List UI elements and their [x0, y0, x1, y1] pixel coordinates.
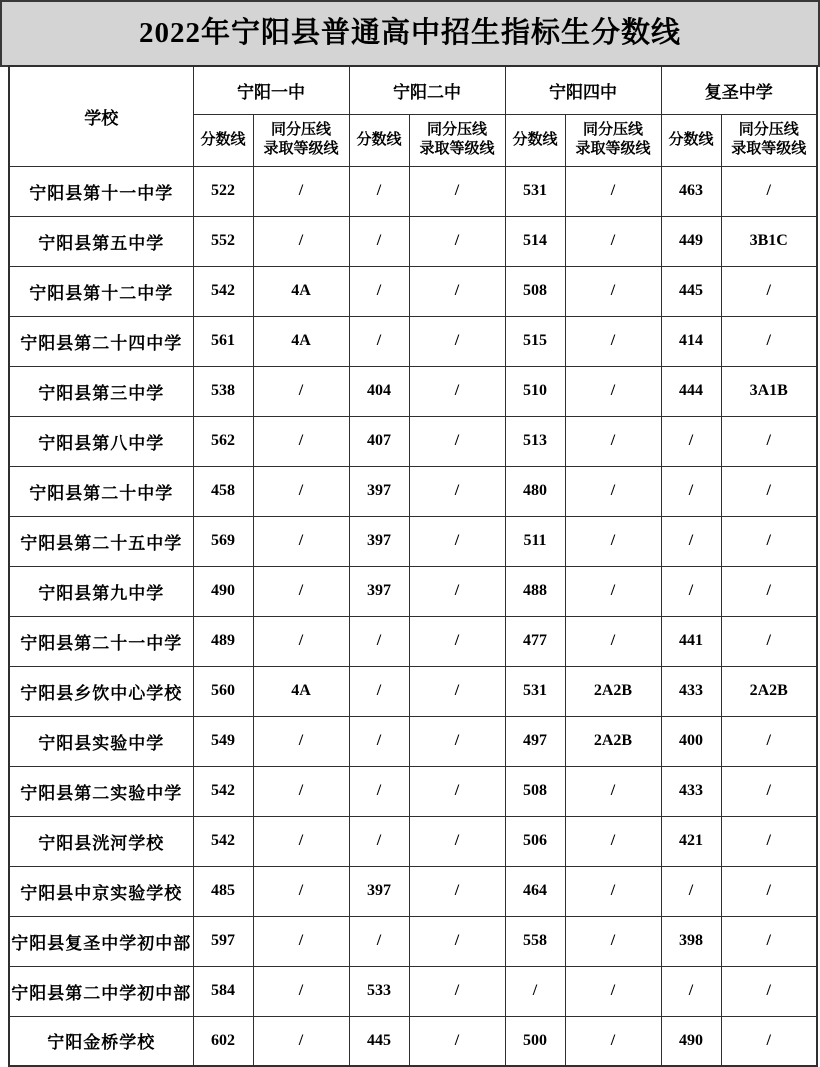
school-name: 宁阳县洸河学校	[9, 816, 193, 866]
score-value: 531	[505, 166, 565, 216]
score-value: /	[661, 416, 721, 466]
score-value: 397	[349, 866, 409, 916]
grade-value: 4A	[253, 266, 349, 316]
score-value: /	[349, 916, 409, 966]
score-value: /	[661, 866, 721, 916]
score-value: 400	[661, 716, 721, 766]
grade-value: /	[565, 166, 661, 216]
score-value: /	[661, 966, 721, 1016]
grade-value: /	[253, 616, 349, 666]
score-value: /	[661, 466, 721, 516]
score-value: 433	[661, 766, 721, 816]
school-name: 宁阳县第九中学	[9, 566, 193, 616]
score-value: /	[349, 616, 409, 666]
tie-grade-label-line2: 录取等级线	[263, 141, 339, 157]
score-value: /	[349, 666, 409, 716]
school-name: 宁阳县第二中学初中部	[9, 966, 193, 1016]
school-name: 宁阳县第二十五中学	[9, 516, 193, 566]
school-name: 宁阳县乡饮中心学校	[9, 666, 193, 716]
grade-value: /	[409, 766, 505, 816]
grade-value: /	[721, 516, 817, 566]
table-row	[9, 766, 817, 816]
table-row	[9, 866, 817, 916]
score-line-header	[349, 114, 409, 166]
grade-value: /	[565, 416, 661, 466]
score-value: /	[349, 166, 409, 216]
score-value: 490	[661, 1016, 721, 1066]
grade-value: /	[253, 816, 349, 866]
grade-value: /	[409, 816, 505, 866]
grade-value: /	[565, 516, 661, 566]
grade-value: /	[565, 916, 661, 966]
score-table	[8, 65, 818, 1067]
grade-value: /	[253, 866, 349, 916]
grade-value: /	[253, 416, 349, 466]
score-value: 407	[349, 416, 409, 466]
score-value: 445	[349, 1016, 409, 1066]
grade-value: /	[565, 316, 661, 366]
table-row	[9, 616, 817, 666]
score-value: 397	[349, 466, 409, 516]
grade-value: 2A2B	[721, 666, 817, 716]
score-value: 552	[193, 216, 253, 266]
tie-grade-header	[409, 114, 505, 166]
school-name: 宁阳县第二十一中学	[9, 616, 193, 666]
grade-value: /	[253, 1016, 349, 1066]
school-name: 宁阳县第十一中学	[9, 166, 193, 216]
score-value: 463	[661, 166, 721, 216]
table-row	[9, 966, 817, 1016]
score-value: 531	[505, 666, 565, 716]
table-row	[9, 166, 817, 216]
grade-value: /	[565, 566, 661, 616]
grade-value: /	[721, 916, 817, 966]
table-row	[9, 416, 817, 466]
grade-value: /	[409, 416, 505, 466]
grade-value: /	[409, 166, 505, 216]
score-value: 404	[349, 366, 409, 416]
tie-grade-header	[565, 114, 661, 166]
grade-value: /	[409, 216, 505, 266]
school-name: 宁阳县第十二中学	[9, 266, 193, 316]
grade-value: /	[721, 1016, 817, 1066]
title-bar	[0, 0, 820, 67]
grade-value: /	[565, 216, 661, 266]
school-name: 宁阳县第二十四中学	[9, 316, 193, 366]
grade-value: /	[565, 266, 661, 316]
grade-value: /	[565, 766, 661, 816]
score-value: 490	[193, 566, 253, 616]
grade-value: 4A	[253, 666, 349, 716]
grade-value: /	[721, 316, 817, 366]
grade-value: /	[565, 616, 661, 666]
score-value: 597	[193, 916, 253, 966]
grade-value: 2A2B	[565, 666, 661, 716]
score-value: /	[349, 266, 409, 316]
score-value: 497	[505, 716, 565, 766]
grade-value: /	[253, 366, 349, 416]
school-name: 宁阳县复圣中学初中部	[9, 916, 193, 966]
table-row	[9, 716, 817, 766]
grade-value: /	[721, 766, 817, 816]
score-value: 508	[505, 266, 565, 316]
score-value: 445	[661, 266, 721, 316]
grade-value: /	[253, 566, 349, 616]
score-value: 500	[505, 1016, 565, 1066]
group-header-ningyang-no4: 宁阳四中	[505, 66, 661, 114]
grade-value: /	[565, 966, 661, 1016]
score-value: 560	[193, 666, 253, 716]
group-header-fusheng: 复圣中学	[661, 66, 817, 114]
grade-value: /	[721, 166, 817, 216]
grade-value: /	[565, 466, 661, 516]
score-value: 511	[505, 516, 565, 566]
grade-value: /	[409, 266, 505, 316]
table-row	[9, 666, 817, 716]
grade-value: /	[721, 616, 817, 666]
score-value: 489	[193, 616, 253, 666]
grade-value: /	[409, 466, 505, 516]
tie-grade-header	[721, 114, 817, 166]
school-name: 宁阳县第五中学	[9, 216, 193, 266]
school-column-header: 学校	[9, 66, 193, 166]
score-value: /	[349, 816, 409, 866]
grade-value: /	[721, 716, 817, 766]
grade-value: 3A1B	[721, 366, 817, 416]
school-name: 宁阳县第二实验中学	[9, 766, 193, 816]
score-value: /	[505, 966, 565, 1016]
score-value: 488	[505, 566, 565, 616]
grade-value: /	[253, 966, 349, 1016]
tie-grade-label-line1: 同分压线	[426, 122, 487, 138]
score-value: 485	[193, 866, 253, 916]
grade-value: /	[409, 866, 505, 916]
grade-value: /	[409, 616, 505, 666]
grade-value: /	[409, 316, 505, 366]
score-value: 542	[193, 266, 253, 316]
grade-value: /	[565, 816, 661, 866]
score-value: 549	[193, 716, 253, 766]
page-title: 2022年宁阳县普通高中招生指标生分数线	[138, 17, 681, 49]
grade-value: /	[253, 516, 349, 566]
score-value: 542	[193, 766, 253, 816]
grade-value: /	[409, 966, 505, 1016]
score-value: 558	[505, 916, 565, 966]
score-value: 562	[193, 416, 253, 466]
tie-grade-header	[253, 114, 349, 166]
score-line-header	[193, 114, 253, 166]
grade-value: /	[721, 816, 817, 866]
score-line-label: 分数线	[668, 131, 714, 148]
score-value: 397	[349, 516, 409, 566]
grade-value: /	[409, 1016, 505, 1066]
grade-value: /	[253, 716, 349, 766]
header-group-row	[9, 66, 817, 114]
tie-grade-label-line1: 同分压线	[738, 122, 799, 138]
score-line-label: 分数线	[512, 131, 558, 148]
grade-value: /	[409, 366, 505, 416]
score-value: 477	[505, 616, 565, 666]
table-row	[9, 266, 817, 316]
score-value: 533	[349, 966, 409, 1016]
score-value: 513	[505, 416, 565, 466]
score-value: /	[349, 766, 409, 816]
score-line-label: 分数线	[200, 131, 246, 148]
score-line-header	[661, 114, 721, 166]
score-value: 398	[661, 916, 721, 966]
score-value: 515	[505, 316, 565, 366]
grade-value: /	[721, 416, 817, 466]
tie-grade-label-line2: 录取等级线	[731, 141, 807, 157]
group-header-ningyang-no1: 宁阳一中	[193, 66, 349, 114]
score-value: 508	[505, 766, 565, 816]
school-name: 宁阳县第三中学	[9, 366, 193, 416]
score-line-header	[505, 114, 565, 166]
score-value: 514	[505, 216, 565, 266]
score-value: 561	[193, 316, 253, 366]
grade-value: /	[253, 216, 349, 266]
score-value: 584	[193, 966, 253, 1016]
score-line-label: 分数线	[356, 131, 402, 148]
score-value: 602	[193, 1016, 253, 1066]
grade-value: /	[565, 1016, 661, 1066]
tie-grade-label-line1: 同分压线	[270, 122, 331, 138]
grade-value: /	[409, 916, 505, 966]
table-row	[9, 916, 817, 966]
school-name: 宁阳县第八中学	[9, 416, 193, 466]
table-row	[9, 316, 817, 366]
score-value: 441	[661, 616, 721, 666]
grade-value: /	[409, 566, 505, 616]
school-name: 宁阳县第二十中学	[9, 466, 193, 516]
tie-grade-label-line2: 录取等级线	[419, 141, 495, 157]
school-name: 宁阳县实验中学	[9, 716, 193, 766]
grade-value: /	[253, 916, 349, 966]
score-value: 397	[349, 566, 409, 616]
score-value: /	[349, 316, 409, 366]
score-value: 421	[661, 816, 721, 866]
score-value: 506	[505, 816, 565, 866]
school-name: 宁阳县中京实验学校	[9, 866, 193, 916]
table-row	[9, 366, 817, 416]
grade-value: /	[409, 516, 505, 566]
table-row	[9, 1016, 817, 1066]
grade-value: /	[721, 466, 817, 516]
score-value: 458	[193, 466, 253, 516]
score-value: 569	[193, 516, 253, 566]
table-row	[9, 516, 817, 566]
grade-value: 3B1C	[721, 216, 817, 266]
score-value: 522	[193, 166, 253, 216]
score-value: 464	[505, 866, 565, 916]
table-row	[9, 216, 817, 266]
score-value: /	[661, 566, 721, 616]
grade-value: /	[721, 966, 817, 1016]
score-value: /	[349, 216, 409, 266]
table-row	[9, 566, 817, 616]
grade-value: /	[721, 566, 817, 616]
tie-grade-label-line1: 同分压线	[582, 122, 643, 138]
grade-value: /	[409, 716, 505, 766]
score-value: 510	[505, 366, 565, 416]
score-value: /	[349, 716, 409, 766]
grade-value: /	[721, 866, 817, 916]
score-value: 449	[661, 216, 721, 266]
grade-value: /	[253, 166, 349, 216]
group-header-ningyang-no2: 宁阳二中	[349, 66, 505, 114]
tie-grade-label-line2: 录取等级线	[575, 141, 651, 157]
score-value: 538	[193, 366, 253, 416]
score-value: /	[661, 516, 721, 566]
grade-value: /	[565, 366, 661, 416]
table-row	[9, 816, 817, 866]
grade-value: /	[565, 866, 661, 916]
grade-value: /	[253, 466, 349, 516]
score-value: 433	[661, 666, 721, 716]
grade-value: /	[721, 266, 817, 316]
grade-value: 4A	[253, 316, 349, 366]
score-value: 480	[505, 466, 565, 516]
score-value: 542	[193, 816, 253, 866]
score-value: 414	[661, 316, 721, 366]
grade-value: 2A2B	[565, 716, 661, 766]
school-name: 宁阳金桥学校	[9, 1016, 193, 1066]
grade-value: /	[253, 766, 349, 816]
table-row	[9, 466, 817, 516]
grade-value: /	[409, 666, 505, 716]
score-value: 444	[661, 366, 721, 416]
